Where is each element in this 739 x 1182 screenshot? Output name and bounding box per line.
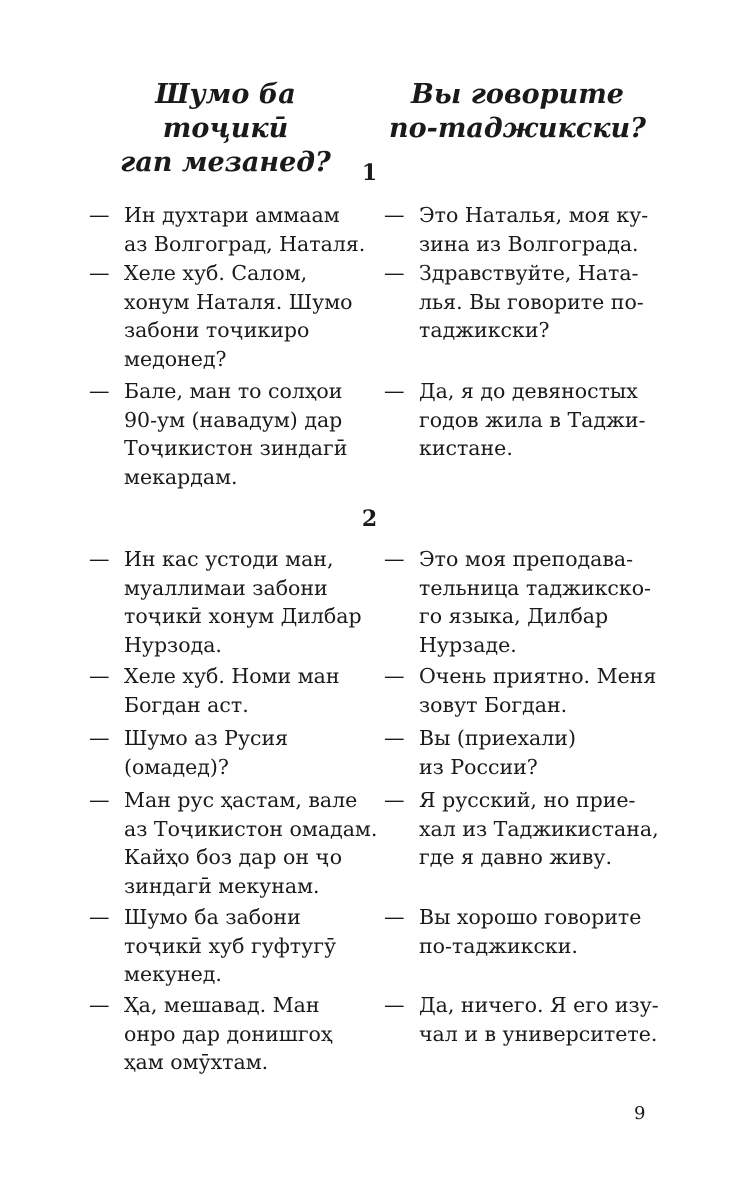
russian-line: зина из Волгограда. [419, 231, 639, 256]
tajik-line: онро дар донишгоҳ [124, 1021, 333, 1046]
tajik-line: ҳам омӯхтам. [124, 1050, 269, 1074]
tajik-line: мекардам. [124, 464, 238, 489]
russian-line: таджикски? [419, 318, 550, 342]
tajik-line: Ман рус ҳастам, вале [124, 788, 358, 812]
tajik-line: Хеле хуб. Салом, [124, 261, 308, 285]
russian-line: где я давно живу. [419, 845, 613, 869]
tajik-line: тоҷикӣ хуб гуфтугӯ [124, 933, 337, 958]
dialogue-dash: — [384, 203, 405, 227]
russian-line: Да, я до девяностых [419, 379, 638, 403]
tajik-line: аз Тоҷикистон омадам. [124, 816, 378, 841]
tajik-line: Ҳа, мешавад. Ман [124, 993, 320, 1017]
russian-line: Это моя преподава- [419, 547, 634, 571]
dialogue-dash: — [384, 788, 405, 812]
heading-tajik: Шумо ба тоҷикӣ гап мезанед? [120, 79, 331, 178]
dialogue-dash: — [89, 547, 110, 571]
page-number: 9 [634, 1103, 646, 1124]
dialogue-dash: — [89, 788, 110, 812]
tajik-line: Богдан аст. [124, 692, 249, 717]
tajik-line: (омадед)? [124, 754, 229, 779]
russian-line: Вы (приехали) [419, 726, 576, 750]
russian-line: из России? [419, 754, 538, 779]
tajik-line: хонум Наталя. Шумо [124, 289, 353, 314]
dialogue-dash: — [384, 664, 405, 688]
dialogue-dash: — [384, 547, 405, 571]
russian-line: Я русский, но прие- [419, 788, 636, 812]
tajik-line: Тоҷикистон зиндагӣ [124, 436, 348, 460]
russian-line: годов жила в Таджи- [419, 407, 646, 432]
dialogue-dash: — [89, 726, 110, 750]
section-number: 2 [361, 506, 378, 532]
dialogue-dash: — [89, 664, 110, 688]
russian-line: Это Наталья, моя ку- [419, 203, 649, 227]
tajik-line: зиндагӣ мекунам. [124, 873, 320, 898]
tajik-line: Ин кас устоди ман, [124, 547, 334, 571]
russian-line: чал и в университете. [419, 1021, 658, 1046]
dialogue-dash: — [89, 993, 110, 1017]
tajik-line: Ин духтари аммаам [124, 203, 340, 227]
dialogue-dash: — [384, 726, 405, 750]
dialogue-dash: — [384, 905, 405, 929]
dialogue-dash: — [384, 379, 405, 403]
russian-line: Нурзаде. [419, 632, 517, 657]
tajik-line: Шумо аз Русия [124, 726, 289, 750]
russian-line: кистане. [419, 436, 513, 460]
tajik-line: муаллимаи забони [124, 575, 328, 600]
tajik-line: тоҷикӣ хонум Дилбар [124, 604, 362, 628]
russian-line: по-таджикски. [419, 933, 578, 958]
tajik-line: аз Волгоград, Наталя. [124, 231, 366, 256]
tajik-line: Хеле хуб. Номи ман [124, 664, 340, 688]
russian-line: Здравствуйте, Ната- [419, 261, 639, 285]
tajik-line: 90-ум (навадум) дар [124, 407, 343, 432]
tajik-line: Бале, ман то солҳои [124, 379, 343, 403]
russian-line: Вы хорошо говорите [419, 905, 642, 929]
russian-line: зовут Богдан. [419, 692, 568, 717]
russian-line: Очень приятно. Меня [419, 664, 657, 688]
dialogue-dash: — [89, 905, 110, 929]
russian-line: лья. Вы говорите по- [419, 289, 644, 314]
dialogue-dash: — [384, 993, 405, 1017]
russian-line: го языка, Дилбар [419, 604, 609, 628]
tajik-line: медонед? [124, 346, 227, 371]
russian-line: хал из Таджикистана, [419, 816, 659, 841]
dialogue-dash: — [89, 379, 110, 403]
heading-russian: Вы говорите по-таджикски? [388, 79, 646, 144]
dialogue-dash: — [89, 203, 110, 227]
tajik-line: мекунед. [124, 962, 222, 986]
tajik-line: забони тоҷикиро [124, 318, 310, 342]
russian-line: Да, ничего. Я его изу- [419, 993, 659, 1017]
russian-line: тельница таджикско- [419, 575, 651, 600]
section-number: 1 [361, 160, 378, 186]
tajik-line: Кайҳо боз дар он ҷо [124, 845, 343, 869]
dialogue-dash: — [384, 261, 405, 285]
dialogue-dash: — [89, 261, 110, 285]
tajik-line: Шумо ба забони [124, 905, 301, 929]
tajik-line: Нурзода. [124, 632, 222, 657]
